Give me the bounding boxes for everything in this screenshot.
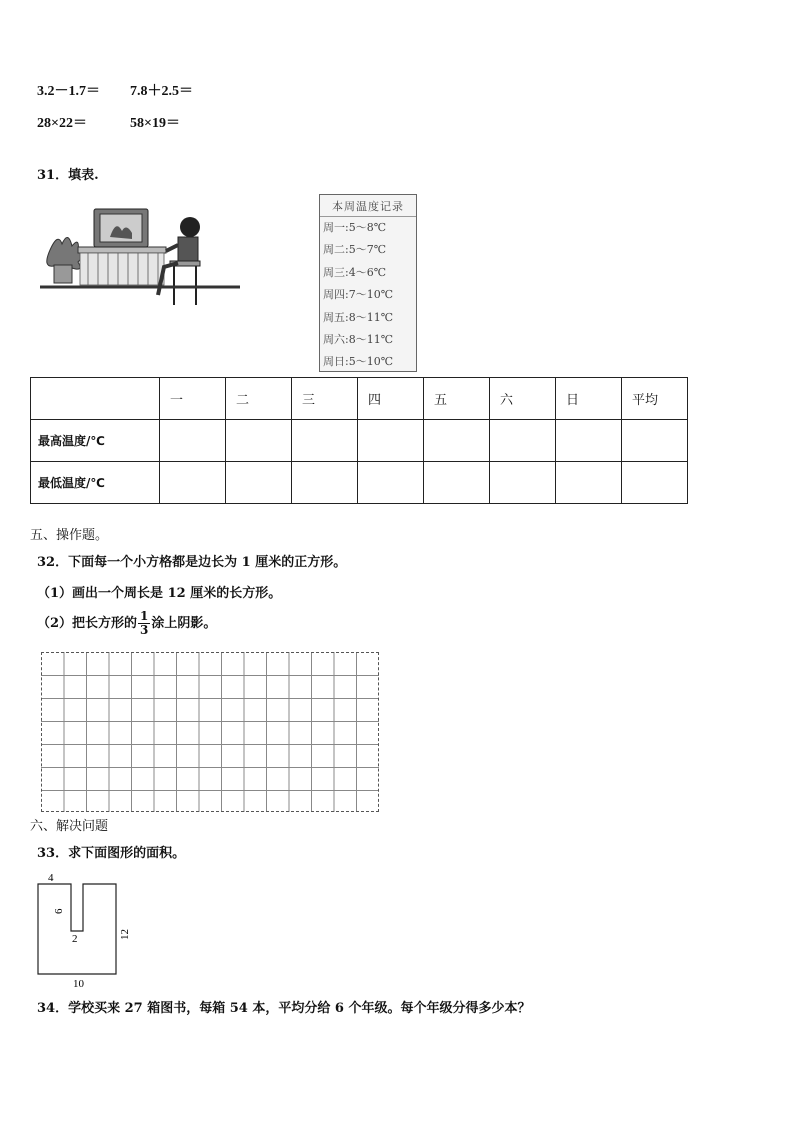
card-row-wed: 周三:4～6℃ bbox=[323, 265, 387, 279]
table-header-row bbox=[31, 378, 688, 420]
equation-2: 7.8＋2.5＝ bbox=[130, 84, 193, 99]
card-row-thu: 周四:7～10℃ bbox=[323, 288, 394, 302]
label-bottom: 10 bbox=[73, 978, 84, 990]
row-label-high: 最高温度/℃ bbox=[31, 420, 160, 462]
child-watching-tv-illustration bbox=[40, 205, 240, 313]
answer-cell[interactable] bbox=[358, 420, 424, 462]
answer-cell[interactable] bbox=[358, 462, 424, 504]
u-shape-outline bbox=[38, 884, 116, 974]
label-inner-side: 6 bbox=[53, 908, 65, 914]
question-32: 32．下面每一个小方格都是边长为 1 厘米的正方形。 bbox=[37, 555, 347, 570]
table-header-cell: 平均 bbox=[622, 378, 688, 420]
answer-cell[interactable] bbox=[556, 420, 622, 462]
equation-3: 28×22＝ bbox=[37, 116, 87, 131]
answer-cell[interactable] bbox=[226, 420, 292, 462]
equation-1: 3.2－1.7＝ bbox=[37, 84, 100, 99]
equation-4: 58×19＝ bbox=[130, 116, 180, 131]
card-row-sat: 周六:8～11℃ bbox=[323, 332, 394, 346]
u-shape-figure bbox=[30, 870, 140, 990]
card-row-mon: 周一:5～8℃ bbox=[323, 221, 387, 234]
answer-cell[interactable] bbox=[424, 462, 490, 504]
label-inner-bottom: 2 bbox=[72, 933, 78, 945]
table-header-cell: 六 bbox=[490, 378, 556, 420]
card-title: 本周温度记录 bbox=[320, 195, 416, 217]
question-33: 33．求下面图形的面积。 bbox=[37, 846, 186, 861]
answer-cell[interactable] bbox=[490, 420, 556, 462]
temperature-table bbox=[30, 377, 688, 504]
answer-cell[interactable] bbox=[292, 420, 358, 462]
q32-2-suffix: 涂上阴影。 bbox=[151, 616, 217, 631]
card-row-sun: 周日:5～10℃ bbox=[323, 355, 394, 369]
table-header-cell: 四 bbox=[358, 378, 424, 420]
table-header-cell: 三 bbox=[292, 378, 358, 420]
card-row-tue: 周二:5～7℃ bbox=[323, 243, 387, 257]
answer-cell[interactable] bbox=[556, 462, 622, 504]
table-header-cell: 二 bbox=[226, 378, 292, 420]
answer-cell[interactable] bbox=[292, 462, 358, 504]
q32-2-prefix: （2）把长方形的 bbox=[37, 616, 138, 631]
answer-cell[interactable] bbox=[424, 420, 490, 462]
table-header-cell: 五 bbox=[424, 378, 490, 420]
table-header-cell: 一 bbox=[160, 378, 226, 420]
fraction-numerator: 1 bbox=[140, 609, 149, 623]
label-right: 12 bbox=[119, 929, 131, 940]
label-top: 4 bbox=[48, 872, 54, 884]
section-5-title: 五、操作题。 bbox=[30, 528, 109, 543]
question-34: 34．学校买来 27 箱图书，每箱 54 本，平均分给 6 个年级。每个年级分得多少本？ bbox=[37, 1001, 531, 1016]
answer-cell[interactable] bbox=[160, 420, 226, 462]
row-label-low: 最低温度/℃ bbox=[31, 462, 160, 504]
table-row bbox=[31, 420, 688, 462]
card-row-fri: 周五:8～11℃ bbox=[323, 310, 394, 324]
table-header-cell: 日 bbox=[556, 378, 622, 420]
question-32-part-2 bbox=[37, 610, 216, 637]
table-corner-cell bbox=[31, 378, 160, 420]
answer-cell[interactable] bbox=[622, 420, 688, 462]
answer-cell[interactable] bbox=[226, 462, 292, 504]
question-31-label: 31．填表. bbox=[37, 168, 99, 183]
answer-cell[interactable] bbox=[622, 462, 688, 504]
fraction-denominator: 3 bbox=[140, 623, 149, 637]
section-6-title: 六、解决问题 bbox=[30, 819, 109, 834]
table-row bbox=[31, 462, 688, 504]
fraction-one-third bbox=[138, 610, 150, 637]
question-32-part-1: （1）画出一个周长是 12 厘米的长方形。 bbox=[37, 586, 282, 601]
answer-cell[interactable] bbox=[490, 462, 556, 504]
square-grid[interactable] bbox=[41, 652, 379, 812]
weather-record-card bbox=[319, 194, 417, 372]
answer-cell[interactable] bbox=[160, 462, 226, 504]
